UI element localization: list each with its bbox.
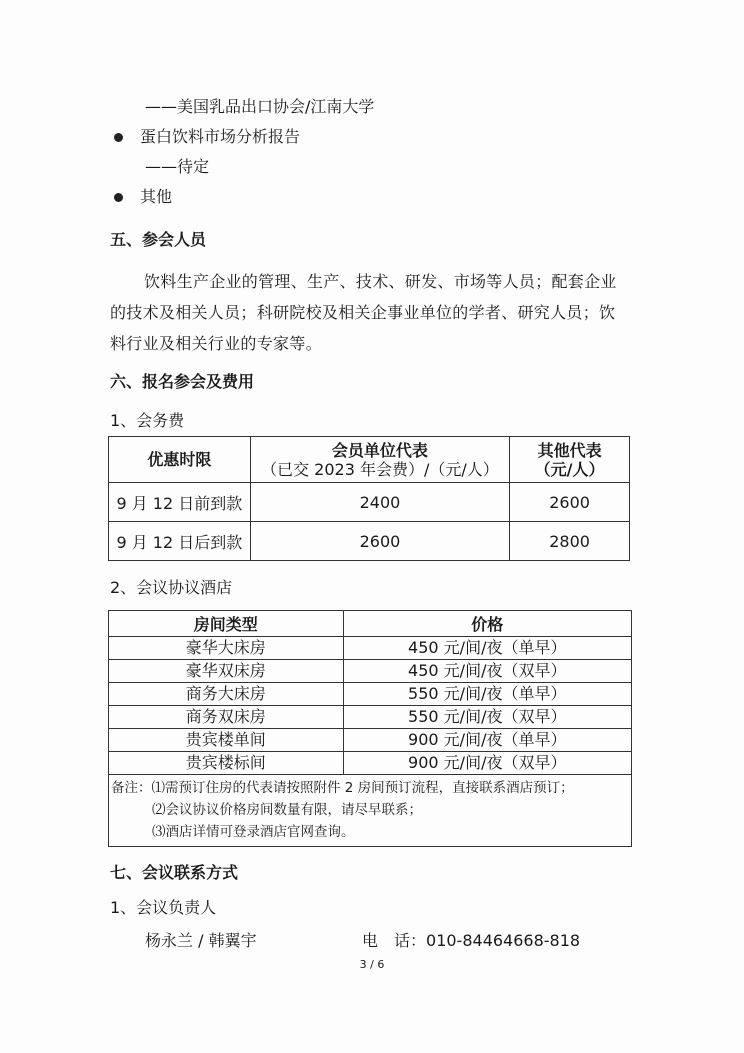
table-cell: 550 元/间/夜（单早） (343, 683, 631, 706)
header-cell: 优惠时限 (109, 437, 251, 483)
speaker-line: ——美国乳品出口协会/江南大学 (145, 97, 375, 116)
subsection-heading: 2、会议协议酒店 (110, 578, 233, 597)
table-cell: 2800 (510, 522, 630, 561)
table-row (109, 752, 632, 775)
table-cell: 豪华大床房 (109, 637, 344, 660)
table-row (109, 483, 630, 522)
header-cell: 价格 (343, 611, 631, 637)
section-heading: 七、会议联系方式 (110, 863, 239, 882)
section-heading: 六、报名参会及费用 (110, 372, 255, 391)
phone-number: 010-84464668-818 (426, 931, 581, 950)
page-number: 3 / 6 (359, 958, 385, 971)
table-cell: 900 元/间/夜（双早） (343, 752, 631, 775)
bullet-icon (114, 193, 123, 202)
notes-row (109, 775, 632, 847)
table-row (109, 729, 632, 752)
table-cell: 2400 (250, 483, 509, 522)
table-row (109, 660, 632, 683)
table-cell: 贵宾楼单间 (109, 729, 344, 752)
topic-line: 蛋白饮料市场分析报告 (140, 127, 301, 146)
table-cell: 商务双床房 (109, 706, 344, 729)
table-cell: 贵宾楼标间 (109, 752, 344, 775)
table-cell: 豪华双床房 (109, 660, 344, 683)
table-cell: 2600 (510, 483, 630, 522)
notes-cell (109, 775, 632, 847)
table-cell: 9 月 12 日后到款 (109, 522, 251, 561)
section-heading: 五、参会人员 (110, 230, 207, 249)
table-cell: 900 元/间/夜（单早） (343, 729, 631, 752)
hotel-table (108, 610, 632, 847)
fee-table (108, 436, 630, 561)
header-cell: 房间类型 (109, 611, 344, 637)
speaker-line: ——待定 (145, 157, 210, 176)
table-cell: 450 元/间/夜（双早） (343, 660, 631, 683)
phone-line (362, 931, 580, 951)
header-cell (250, 437, 509, 483)
table-cell: 2600 (250, 522, 509, 561)
table-cell: 9 月 12 日前到款 (109, 483, 251, 522)
table-row (109, 683, 632, 706)
header-cell (510, 437, 630, 483)
notes-label: 备注： (111, 780, 152, 796)
bullet-icon (114, 133, 123, 142)
subsection-heading: 1、会务费 (110, 411, 185, 430)
header-line: （已交 2023 年会费）/（元/人） (261, 459, 499, 479)
topic-line: 其他 (140, 187, 173, 206)
table-header-row (109, 437, 630, 483)
header-line: 其他代表 (537, 440, 602, 460)
note-item: ⑵会议协议价格房间数量有限，请尽早联系； (152, 802, 422, 818)
attendees-paragraph: 饮料生产企业的管理、生产、技术、研发、市场等人员；配套企业的技术及相关人员；科研院校及相关企事业单位的学者、研究人员；饮料行业及相关行业的专家等。 (110, 272, 617, 353)
table-row (109, 637, 632, 660)
contact-names: 杨永兰 / 韩翼宇 (145, 931, 257, 950)
table-header-row (109, 611, 632, 637)
table-row (109, 522, 630, 561)
subsection-heading: 1、会议负责人 (110, 898, 217, 917)
header-line: （元/人） (534, 459, 605, 479)
phone-label: 电 话： (362, 931, 427, 950)
table-cell: 商务大床房 (109, 683, 344, 706)
table-row (109, 706, 632, 729)
note-item: ⑴需预订住房的代表请按照附件 2 房间预订流程，直接联系酒店预订； (151, 780, 574, 796)
header-line: 会员单位代表 (331, 440, 428, 460)
note-item: ⑶酒店详情可登录酒店官网查询。 (152, 824, 355, 840)
table-cell: 550 元/间/夜（双早） (343, 706, 631, 729)
table-cell: 450 元/间/夜（单早） (343, 637, 631, 660)
